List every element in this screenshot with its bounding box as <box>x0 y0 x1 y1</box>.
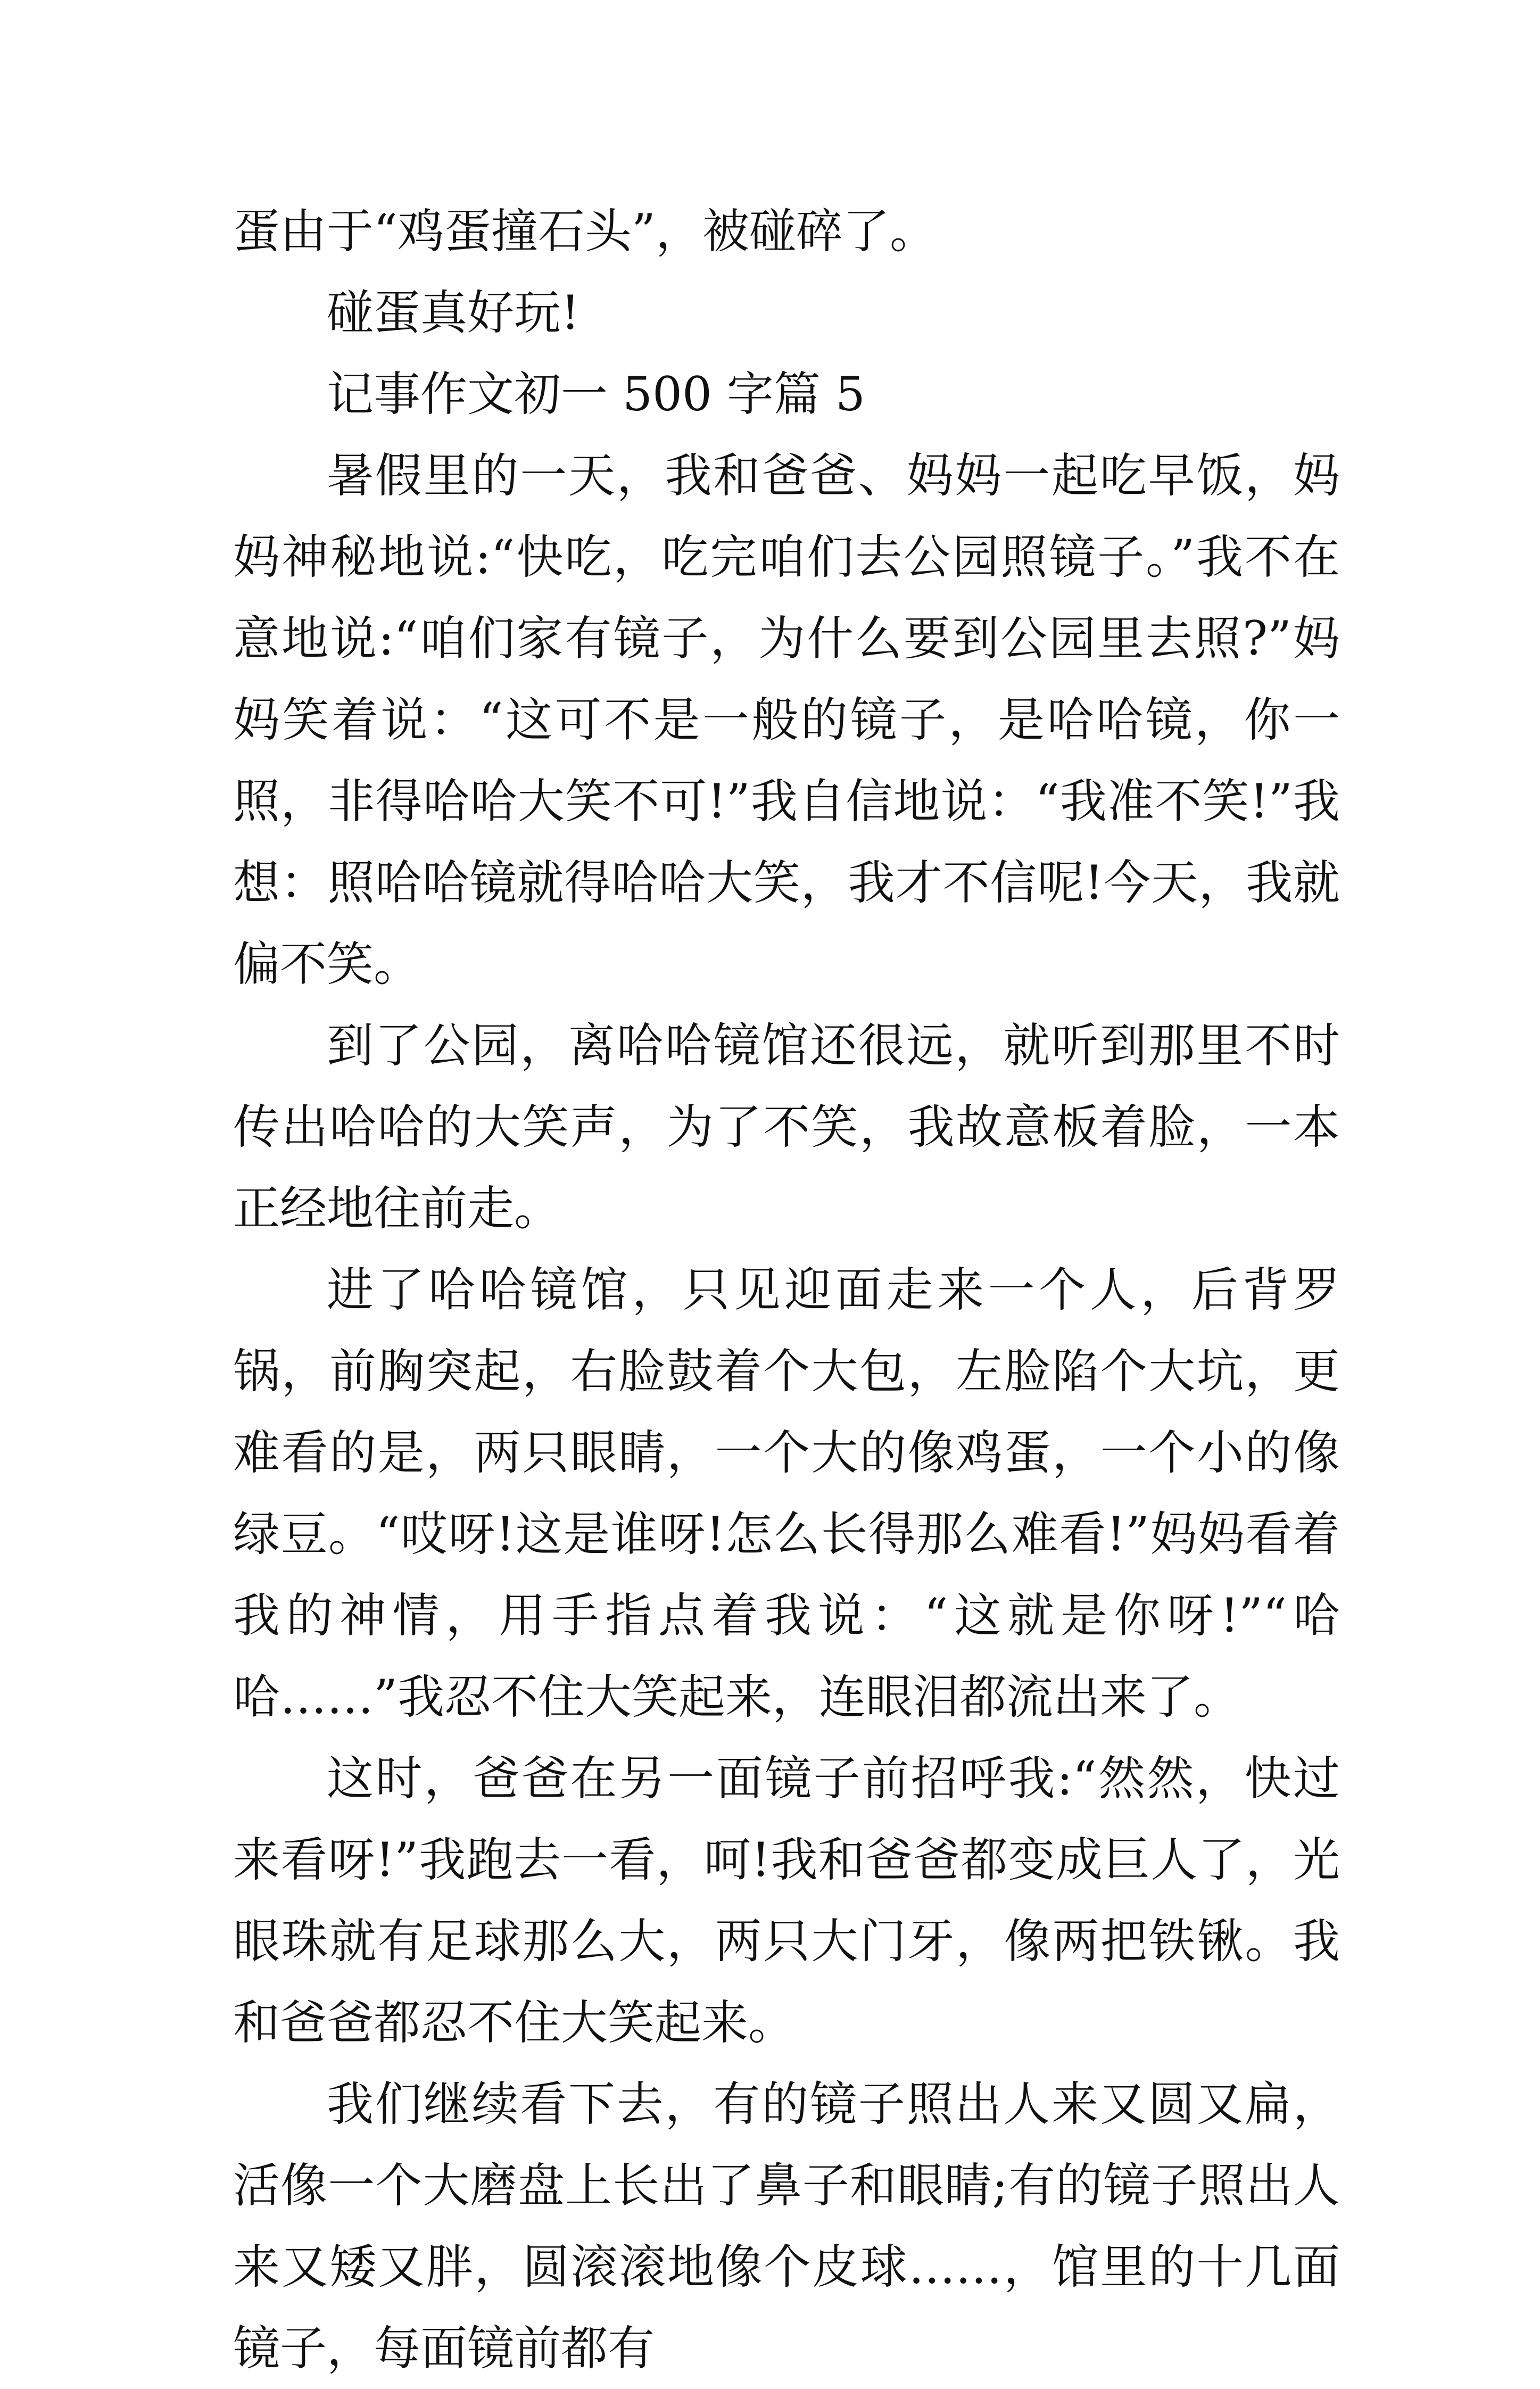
document-body <box>233 191 1340 2389</box>
paragraph: 我们继续看下去，有的镜子照出人来又圆又扁，活像一个大磨盘上长出了鼻子和眼睛;有的镜子照出人来又矮又胖，圆滚滚地像个皮球……，馆里的十几面镜子，每面镜前都有 <box>233 2077 1340 2376</box>
paragraph: 到了公园，离哈哈镜馆还很远，就听到那里不时传出哈哈的大笑声，为了不笑，我故意板着脸，一本正经地往前走。 <box>233 1018 1340 1236</box>
paragraph: 进了哈哈镜馆，只见迎面走来一个人，后背罗锅，前胸突起，右脸鼓着个大包，左脸陷个大坑，更难看的是，两只眼睛，一个大的像鸡蛋，一个小的像绿豆。“哎呀!这是谁呀!怎么长得那么难看!”妈妈看着我的神情，用手指点着我说：“这就是你呀!”“哈哈……”我忍不住大笑起来，连眼泪都流出来了。 <box>233 1262 1340 1724</box>
paragraph: 碰蛋真好玩! <box>327 285 580 340</box>
section-heading: 记事作文初一 500 字篇 5 <box>327 367 865 421</box>
paragraph: 这时，爸爸在另一面镜子前招呼我:“然然，快过来看呀!”我跑去一看，呵!我和爸爸都变成巨人了，光眼珠就有足球那么大，两只大门牙，像两把铁锹。我和爸爸都忍不住大笑起来。 <box>233 1751 1340 2050</box>
paragraph-continuation: 蛋由于“鸡蛋撞石头”，被碰碎了。 <box>233 204 937 259</box>
paragraph: 暑假里的一天，我和爸爸、妈妈一起吃早饭，妈妈神秘地说:“快吃，吃完咱们去公园照镜子。”我不在意地说:“咱们家有镜子，为什么要到公园里去照?”妈妈笑着说：“这可不是一般的镜子，是哈哈镜，你一照，非得哈哈大笑不可!”我自信地说：“我准不笑!”我想：照哈哈镜就得哈哈大笑，我才不信呢!今天，我就偏不笑。 <box>233 448 1340 991</box>
